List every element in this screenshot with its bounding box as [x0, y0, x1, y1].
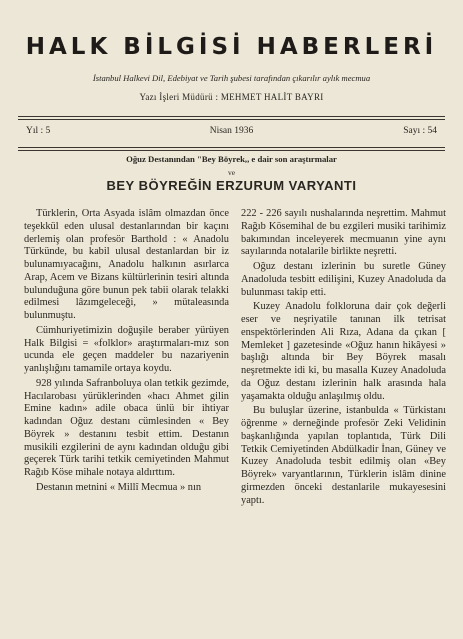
masthead-editor: Yazı İşleri Müdürü : MEHMET HALİT BAYRI: [139, 92, 324, 102]
bottom-rule: [18, 150, 445, 151]
article-connector: ve: [227, 168, 236, 177]
left-column: [24, 208, 229, 497]
masthead-title: HALK BİLGİSİ HABERLERİ: [25, 34, 438, 60]
article-kicker: Oğuz Destanından "Bey Böyrek,, e dair son araştırmalar: [126, 154, 337, 164]
article-title: BEY BÖYREĞİN ERZURUM VARYANTI: [106, 178, 357, 193]
top-rule: [18, 116, 445, 117]
paragraph: 928 yılında Safranboluya olan tetkik gezimde, Hacılarobası yürüklerinden «hacı Ahmet gilin Emine kadın» adile obaca ünlü bir ihtiyar kadından Oğuz destanı cümlesinden « Bey Böyrek » destanını tesbit ettim. Destanın musikili ezgilerini de aynı kadından olduğu gibi geçerek Türk tarihi tetkik cemiyetinden Mahmut Rağıb Köse mihale notaya aldırttım.: [24, 377, 229, 478]
top-rule-inner: [18, 119, 445, 120]
issue-year: Yıl : 5: [26, 126, 51, 136]
paragraph: Türklerin, Orta Asyada islâm olmazdan önce teşekkül eden ulusal destanlarından bir kaçını derlemiş olan profesör Barthold : « Anadolu Türkünde, bu kabil ulusal destanlardan bir iz bulunamıyacağını, Anadolu halkının asırlarca Arap, Acem ve Bizans kültürlerinin tesiri altında bulunduğuna göre bunun pek tabii olarak telakki edilmesi lâzımgeleceği, » mütaleasında bulunmuştu.: [24, 208, 229, 321]
paragraph: 222 - 226 sayılı nushalarında neşrettim. Mahmut Rağıb Kösemihal de bu ezgileri musiki tarihimiz bakımından inceleyerek mecmuanın yine aynı sayılarında notalarile birlikte neşretti.: [241, 208, 446, 258]
issue-date: Nisan 1936: [209, 126, 254, 136]
masthead-subtitle: İstanbul Halkevi Dil, Edebiyat ve Tarih şubesi tarafından çıkarılır aylık mecmua: [92, 73, 371, 83]
bottom-rule-inner: [18, 147, 445, 148]
paragraph: Oğuz destanı izlerinin bu suretle Güney Anadoluda tesbitt edilişini, Kuzey Anadoluda da bulunması takip etti.: [241, 261, 446, 298]
issue-number: Sayı : 54: [403, 126, 437, 136]
paragraph: Destanın metnini « Millî Mecmua » nın: [36, 481, 202, 493]
paragraph: Bu buluşlar üzerine, istanbulda « Türkistanı öğrenme » derneğinde profesör Zeki Velidinin başkanlığında yapılan toplantıda, Türk Dili Tetkik Cemiyetinden Abdülkadir İnan, Güney ve Kuzey Anadoluda tesbit edilmiş olan «Bey Böyrek» varyantlarının, Türklerin islâm dinine girmezden önceki destanlarile mukayesesini yaptı.: [241, 405, 446, 506]
paragraph: Cümhuriyetimizin doğuşile beraber yürüyen Halk Bilgisi = «folklor» araştırmaları-mız son ucunda ele geçen maddeler bu nazariyenin yanlışlığını tamamile ortaya koydu.: [24, 324, 229, 374]
right-column: [241, 208, 446, 509]
paragraph: Kuzey Anadolu folkloruna dair çok değerli eser ve neşriyatile tanınan ilk tetrisat enspektörlerinden Ali Rıza, Adana da çıkan [ Memleket ] gazetesinde «Oğuz hanın hikâyesi » başlığı altında bir Bey Böyrek masalı neşretmekte idi ki, bu masalla Kuzey Anadoluda da Oğuz destanı izlerinin halk arasında hala yaşamakta olduğu anlaşılmış oldu.: [241, 301, 446, 402]
